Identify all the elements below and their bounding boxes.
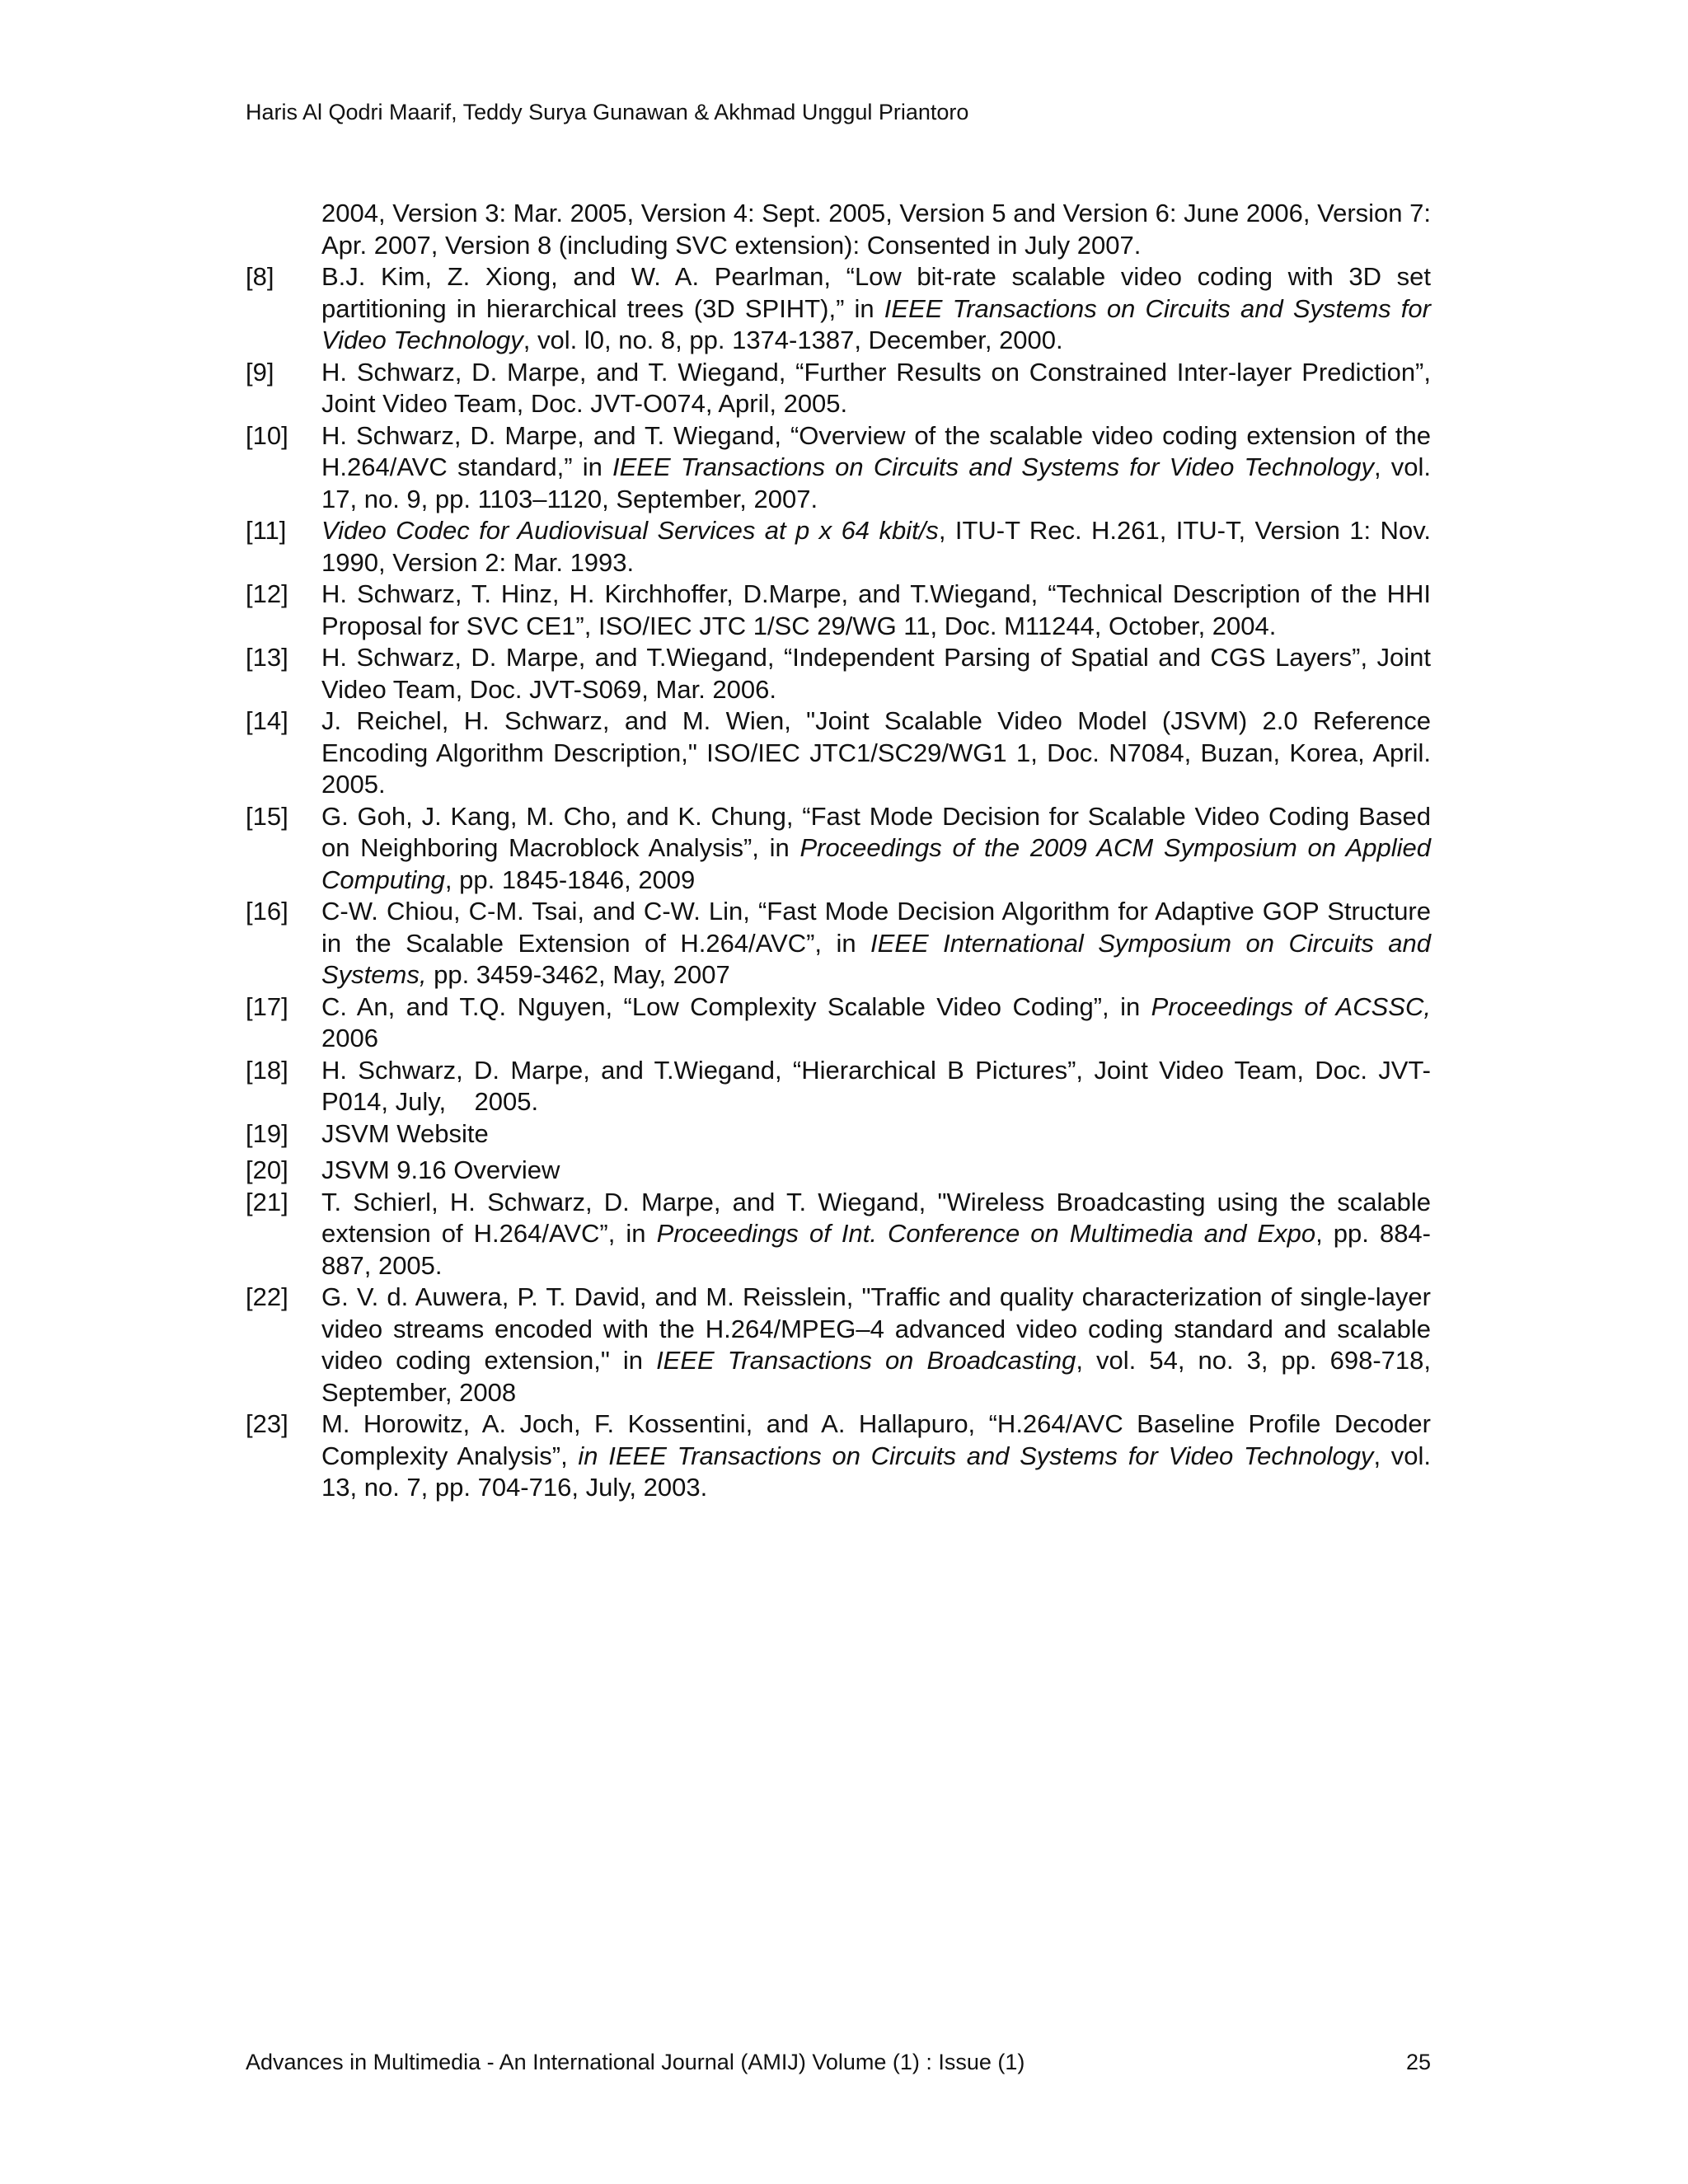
reference-text-tail: , pp. 884-887, 2005. <box>321 1219 1431 1280</box>
reference-number: [8] <box>246 262 274 291</box>
reference-item <box>246 705 1431 801</box>
reference-text-plain: M. Horowitz, A. Joch, F. Kossentini, and A. Hallapuro, “H.264/AVC Baseline Profile Decoder Complexity Analysis”, <box>321 1409 1431 1470</box>
reference-text <box>321 579 1431 642</box>
reference-item <box>246 357 1431 420</box>
reference-item <box>246 1282 1431 1408</box>
reference-text-tail: pp. 3459-3462, May, 2007 <box>426 960 730 989</box>
reference-venue: Video Codec for Audiovisual Services at p x 64 kbit/s <box>321 516 939 545</box>
reference-text-plain: H. Schwarz, D. Marpe, and T. Wiegand, “Overview of the scalable video coding extension of the H.264/AVC standard,” in <box>321 420 1431 481</box>
reference-text-tail: , vol. 13, no. 7, pp. 704-716, July, 2003. <box>321 1441 1431 1502</box>
footer-journal-title: Advances in Multimedia - An International Journal (AMIJ) Volume (1) : Issue (1) <box>246 2050 1025 2074</box>
reference-item <box>246 1055 1431 1118</box>
reference-text <box>321 515 1431 579</box>
reference-text <box>321 1155 1431 1187</box>
reference-item <box>246 1408 1431 1504</box>
reference-text-tail: , vol. 17, no. 9, pp. 1103–1120, September, 2007. <box>321 452 1431 513</box>
reference-venue: in IEEE Transactions on Circuits and Systems for Video Technology <box>578 1441 1374 1470</box>
reference-number: [19] <box>246 1118 288 1148</box>
reference-item <box>246 515 1431 579</box>
reference-text <box>321 1282 1431 1408</box>
reference-venue: IEEE Transactions on Broadcasting <box>656 1346 1076 1375</box>
reference-text <box>321 1187 1431 1282</box>
reference-text <box>321 357 1431 420</box>
reference-number: [9] <box>246 357 274 387</box>
reference-text-plain: G. V. d. Auwera, P. T. David, and M. Reisslein, "Traffic and quality characterization of single-layer video streams encoded with the H.264/MPEG–4 advanced video coding standard and scalable video coding extension," in <box>321 1282 1431 1375</box>
reference-text-plain: B.J. Kim, Z. Xiong, and W. A. Pearlman, “Low bit-rate scalable video coding with 3D set partitioning in hierarchical trees (3D SPIHT),” in <box>321 262 1431 323</box>
reference-number: [13] <box>246 643 288 672</box>
reference-text <box>321 1055 1431 1118</box>
reference-number: [20] <box>246 1155 288 1184</box>
reference-number: [21] <box>246 1187 288 1216</box>
reference-item <box>246 801 1431 897</box>
reference-text-tail: , vol. 54, no. 3, pp. 698-718, September, 2008 <box>321 1346 1431 1407</box>
reference-text-plain: H. Schwarz, D. Marpe, and T. Wiegand, “Further Results on Constrained Inter-layer Prediction”, Joint Video Team, Doc. JVT-O074, April, 2005. <box>321 357 1431 418</box>
reference-text-plain: G. Goh, J. Kang, M. Cho, and K. Chung, “Fast Mode Decision for Scalable Video Coding Based on Neighboring Macroblock Analysis”, in <box>321 801 1431 862</box>
reference-number: [16] <box>246 897 288 926</box>
reference-text <box>321 801 1431 897</box>
reference-venue: Proceedings of the 2009 ACM Symposium on Applied Computing <box>321 833 1431 894</box>
reference-item <box>246 896 1431 991</box>
reference-text-tail: , pp. 1845-1846, 2009 <box>444 865 696 894</box>
reference-text <box>321 991 1431 1055</box>
reference-venue: Proceedings of Int. Conference on Multimedia and Expo <box>656 1219 1316 1248</box>
reference-text-plain: C-W. Chiou, C-M. Tsai, and C-W. Lin, “Fast Mode Decision Algorithm for Adaptive GOP Structure in the Scalable Extension of H.264/AVC”, in <box>321 897 1431 958</box>
reference-number: [10] <box>246 420 288 450</box>
reference-text <box>321 1118 1431 1151</box>
reference-item <box>246 261 1431 357</box>
reference-venue: IEEE Transactions on Circuits and Systems for Video Technology <box>321 293 1431 354</box>
reference-text-tail: , vol. l0, no. 8, pp. 1374-1387, December, 2000. <box>523 326 1063 354</box>
reference-text-plain: H. Schwarz, D. Marpe, and T.Wiegand, “Independent Parsing of Spatial and CGS Layers”, Joint Video Team, Doc. JVT-S069, Mar. 2006. <box>321 643 1431 704</box>
reference-text <box>321 261 1431 357</box>
reference-item <box>246 642 1431 705</box>
reference-text-plain: JSVM Website <box>321 1118 489 1148</box>
reference-number: [11] <box>246 516 287 545</box>
reference-item <box>246 1155 1431 1187</box>
reference-text-tail: 2006 <box>321 1024 378 1052</box>
reference-item <box>246 1187 1431 1282</box>
reference-item <box>246 420 1431 516</box>
reference-number: [23] <box>246 1409 288 1438</box>
reference-text <box>321 642 1431 705</box>
reference-number: [17] <box>246 991 288 1021</box>
reference-text <box>321 705 1431 801</box>
reference-text-plain: H. Schwarz, T. Hinz, H. Kirchhoffer, D.Marpe, and T.Wiegand, “Technical Description of the HHI Proposal for SVC CE1”, ISO/IEC JTC 1/SC 29/WG 11, Doc. M11244, October, 2004. <box>321 579 1431 640</box>
reference-item <box>246 579 1431 642</box>
reference-venue: Proceedings of ACSSC, <box>1151 991 1431 1021</box>
reference-text <box>321 896 1431 991</box>
reference-number: [18] <box>246 1055 288 1085</box>
reference-number: [22] <box>246 1282 288 1311</box>
running-head-authors: Haris Al Qodri Maarif, Teddy Surya Gunawan & Akhmad Unggul Priantoro <box>246 100 969 124</box>
reference-continuation: 2004, Version 3: Mar. 2005, Version 4: Sept. 2005, Version 5 and Version 6: June 2006, Version 7: Apr. 2007, Version 8 (including SVC extension): Consented in July 2007. <box>321 199 1431 260</box>
reference-venue: IEEE International Symposium on Circuits and Systems, <box>321 928 1431 989</box>
page-number: 25 <box>1405 2050 1431 2074</box>
reference-text-plain: H. Schwarz, D. Marpe, and T.Wiegand, “Hierarchical B Pictures”, Joint Video Team, Doc. JVT-P014, July, 2005. <box>321 1055 1431 1116</box>
reference-text <box>321 420 1431 516</box>
reference-text-plain: JSVM 9.16 Overview <box>321 1155 560 1184</box>
reference-venue: IEEE Transactions on Circuits and Systems for Video Technology <box>612 452 1374 481</box>
reference-text-plain: C. An, and T.Q. Nguyen, “Low Complexity Scalable Video Coding”, in <box>321 991 1151 1021</box>
reference-number: [15] <box>246 801 288 831</box>
reference-number: [12] <box>246 579 288 608</box>
reference-text <box>321 1408 1431 1504</box>
reference-text-tail: , ITU-T Rec. H.261, ITU-T, Version 1: Nov. 1990, Version 2: Mar. 1993. <box>321 516 1431 577</box>
reference-number: [14] <box>246 706 288 735</box>
reference-list <box>246 198 1431 1504</box>
reference-text-plain: T. Schierl, H. Schwarz, D. Marpe, and T. Wiegand, "Wireless Broadcasting using the scalable extension of H.264/AVC”, in <box>321 1187 1431 1248</box>
reference-item <box>246 1118 1431 1151</box>
reference-text-plain: J. Reichel, H. Schwarz, and M. Wien, "Joint Scalable Video Model (JSVM) 2.0 Reference Encoding Algorithm Description," ISO/IEC JTC1/SC29/WG1 1, Doc. N7084, Buzan, Korea, April. 2005. <box>321 706 1431 799</box>
reference-item <box>246 991 1431 1055</box>
